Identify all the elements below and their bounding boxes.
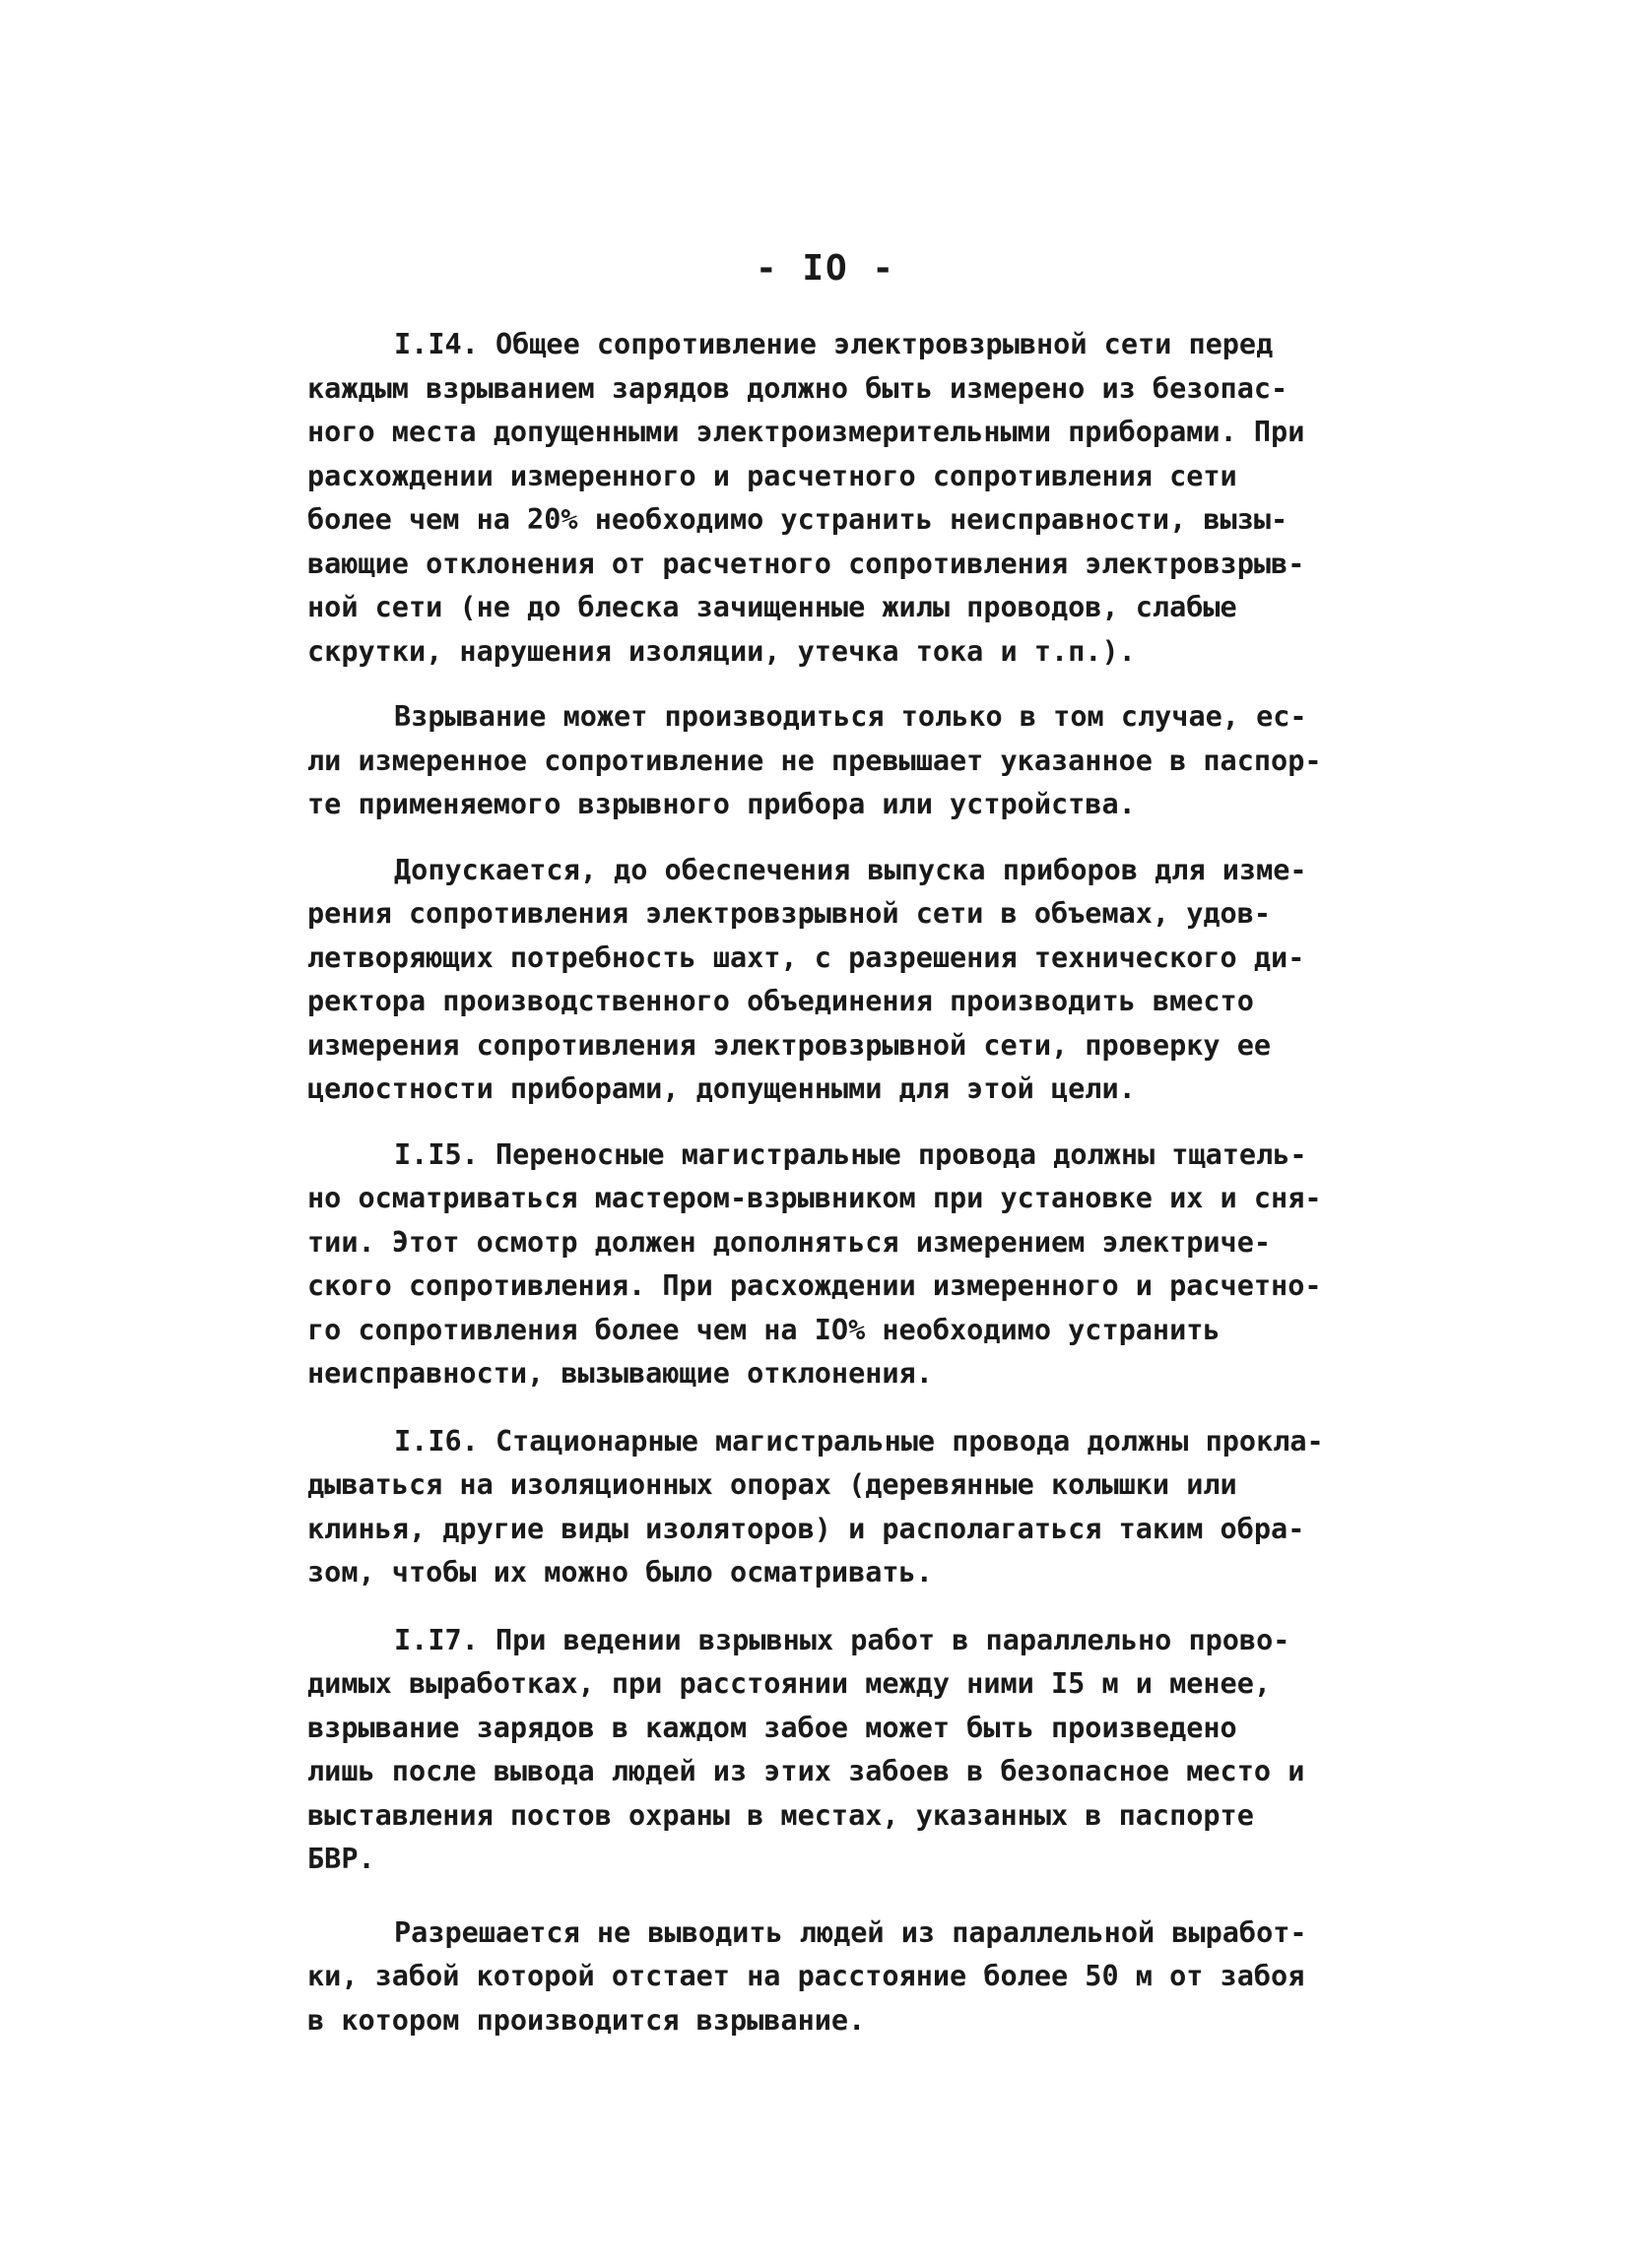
paragraph-1-17 [307,1619,1371,1882]
text-line: ректора производственного объединения производить вместо [307,985,1254,1017]
text-line: ли измеренное сопротивление не превышает указанное в паспор- [307,744,1322,777]
text-line: тии. Этот осмотр должен дополняться измерением электриче- [307,1225,1272,1259]
text-line: ского сопротивления. При расхождении измеренного и расчетно- [307,1269,1322,1302]
text-line: ки, забой которой отстает на расстояние более 50 м от забоя [307,1960,1305,1992]
text-line: ной сети (не до блеска зачищенные жилы проводов, слабые [307,591,1237,623]
text-line: ного места допущенными электроизмерительными приборами. При [307,416,1305,448]
text-line: Допускается, до обеспечения выпуска приборов для изме- [394,853,1307,886]
paragraph-1-14 [307,323,1371,674]
text-line: вающие отклонения от расчетного сопротивления электровзрыв- [307,547,1305,580]
page-number: - IO - [755,248,896,289]
paragraph-permitted-check [307,849,1371,1112]
text-line: I.I5. Переносные магистральные провода должны тщатель- [394,1137,1307,1171]
text-line: зом, чтобы их можно было осматривать. [307,1556,933,1588]
text-line: димых выработках, при расстоянии между ними I5 м и менее, [307,1667,1272,1700]
text-line: неисправности, вызывающие отклонения. [307,1357,933,1390]
text-line: Разрешается не выводить людей из параллельной выработ- [394,1915,1307,1949]
text-line: го сопротивления более чем на IO% необходимо устранить [307,1313,1221,1346]
paragraph-blasting-condition [307,695,1371,827]
text-line: каждым взрыванием зарядов должно быть измерено из безопас- [307,371,1288,405]
text-line: I.I4. Общее сопротивление электровзрывной сети перед [394,328,1274,360]
text-line: дываться на изоляционных опорах (деревянные колышки или [307,1468,1237,1501]
text-line: расхождении измеренного и расчетного сопротивления сети [307,459,1237,492]
text-line: клинья, другие виды изоляторов) и располагаться таким обра- [307,1512,1305,1545]
text-line: но осматриваться мастером-взрывником при установке их и сня- [307,1182,1322,1214]
text-line: выставления постов охраны в местах, указанных в паспорте [307,1798,1254,1832]
text-line: лишь после вывода людей из этих забоев в безопасное место и [307,1755,1305,1787]
text-line: те применяемого взрывного прибора или устройства. [307,788,1136,820]
text-line: рения сопротивления электровзрывной сети в объемах, удов- [307,897,1272,930]
text-line: I.I7. При ведении взрывных работ в параллельно прово- [394,1623,1290,1656]
paragraph-1-16 [307,1420,1371,1595]
text-line: в котором производится взрывание. [307,2003,866,2037]
paragraph-parallel-exception [307,1912,1371,2043]
text-line: БВР. [307,1843,375,1875]
text-line: целостности приборами, допущенными для этой цели. [307,1072,1136,1105]
text-line: I.I6. Стационарные магистральные провода должны прокла- [394,1424,1324,1458]
paragraph-1-15 [307,1134,1371,1396]
text-line: Взрывание может производиться только в том случае, ес- [394,700,1307,733]
text-line: летворяющих потребность шахт, с разрешения технического ди- [307,940,1305,974]
text-line: более чем на 20% необходимо устранить неисправности, вызы- [307,503,1288,536]
body-text [307,323,1371,2062]
text-line: скрутки, нарушения изоляции, утечка тока и т.п.). [307,634,1136,668]
text-line: взрывание зарядов в каждом забое может быть произведено [307,1711,1237,1744]
text-line: измерения сопротивления электровзрывной сети, проверку ее [307,1028,1272,1062]
